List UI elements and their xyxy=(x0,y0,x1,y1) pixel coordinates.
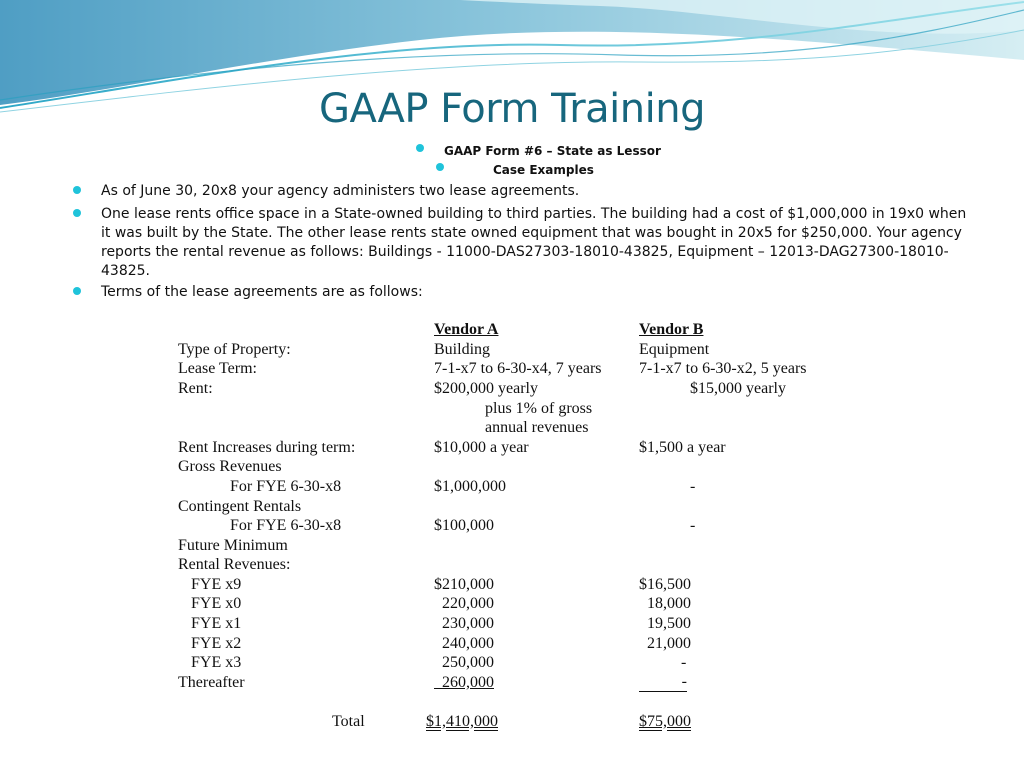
bullet-dot-icon xyxy=(73,287,81,295)
row-value-b: $16,500 xyxy=(639,576,691,593)
bullet-dot-icon xyxy=(416,144,424,152)
row-label: Future Minimum xyxy=(178,537,288,554)
row-value-a: $10,000 a year xyxy=(434,439,529,456)
row-label: FYE x1 xyxy=(191,615,242,632)
row-value-b: $1,500 a year xyxy=(639,439,726,456)
bullet-dot-icon xyxy=(73,186,81,194)
row-value-a: annual revenues xyxy=(485,419,589,436)
subtitle-bullet-2 xyxy=(493,163,594,177)
row-label: Rent: xyxy=(178,380,213,397)
total-label: Total xyxy=(332,713,365,730)
row-value-a: 7-1-x7 to 6-30-x4, 7 years xyxy=(434,360,602,377)
row-value-b: - xyxy=(639,673,687,692)
vendor-a-header: Vendor A xyxy=(434,321,499,338)
row-value-b: Equipment xyxy=(639,341,710,358)
row-label: FYE x3 xyxy=(191,654,242,671)
row-value-a: $100,000 xyxy=(434,517,494,534)
row-label: Contingent Rentals xyxy=(178,498,302,515)
row-value-a: 250,000 xyxy=(442,654,494,671)
row-value-a: Building xyxy=(434,341,491,358)
row-label: For FYE 6-30-x8 xyxy=(230,517,342,534)
subtitle-case-label: Case Examples xyxy=(493,163,594,177)
row-label: Rent Increases during term: xyxy=(178,439,356,456)
slide-title: GAAP Form Training xyxy=(319,86,705,132)
row-label: Type of Property: xyxy=(178,341,291,358)
vendor-b-header: Vendor B xyxy=(639,321,704,338)
row-label: FYE x2 xyxy=(191,635,242,652)
bullet-text: As of June 30, 20x8 your agency administers two lease agreements. xyxy=(101,183,580,199)
row-value-b: - xyxy=(690,478,696,495)
row-value-b: 19,500 xyxy=(647,615,691,632)
row-label: For FYE 6-30-x8 xyxy=(230,478,342,495)
row-value-a: 220,000 xyxy=(442,595,494,612)
row-value-b: - xyxy=(681,654,687,671)
bullet-text: Terms of the lease agreements are as follows: xyxy=(101,284,423,300)
bullet-text: One lease rents office space in a State-owned building to third parties. The building had a cost of $1,000,000 in 19x0 when it was built by the State. The other lease rents state owned equipment that was bought in 20x5 for $250,000. Your agency reports the rental revenue as follows: Buildings - 11000-DAS27303-18010-43825, Equipment – 12013-DAG27300-18010-43825. xyxy=(101,206,967,279)
bullet-dot-icon xyxy=(436,163,444,171)
row-value-a: 240,000 xyxy=(442,635,494,652)
bullet-item xyxy=(101,205,971,281)
row-value-b: 18,000 xyxy=(647,595,691,612)
row-value-a: $1,000,000 xyxy=(434,478,506,495)
row-value-b: 7-1-x7 to 6-30-x2, 5 years xyxy=(639,360,807,377)
row-label: FYE x9 xyxy=(191,576,242,593)
subtitle-form-label: GAAP Form #6 – State as Lessor xyxy=(444,144,661,158)
bullet-dot-icon xyxy=(73,209,81,217)
total-value-a: $1,410,000 xyxy=(426,713,498,730)
row-value-a: $200,000 yearly xyxy=(434,380,538,397)
total-value-b: $75,000 xyxy=(639,713,691,730)
row-value-a xyxy=(434,673,494,693)
row-value-b: - xyxy=(690,517,696,534)
bullet-item xyxy=(101,182,971,201)
row-label: FYE x0 xyxy=(191,595,242,612)
row-value-b: $15,000 yearly xyxy=(690,380,786,397)
bullet-item xyxy=(101,283,971,302)
row-value-a: 230,000 xyxy=(442,615,494,632)
row-label: Gross Revenues xyxy=(178,458,282,475)
row-value-a: plus 1% of gross xyxy=(485,400,593,417)
row-value-a-text: 260,000 xyxy=(442,674,494,691)
row-value-a: $210,000 xyxy=(434,576,494,593)
subtitle-bullet-1 xyxy=(444,144,661,158)
row-label: Thereafter xyxy=(178,674,245,691)
row-label: Lease Term: xyxy=(178,360,257,377)
row-label: Rental Revenues: xyxy=(178,556,291,573)
row-value-b: 21,000 xyxy=(647,635,691,652)
